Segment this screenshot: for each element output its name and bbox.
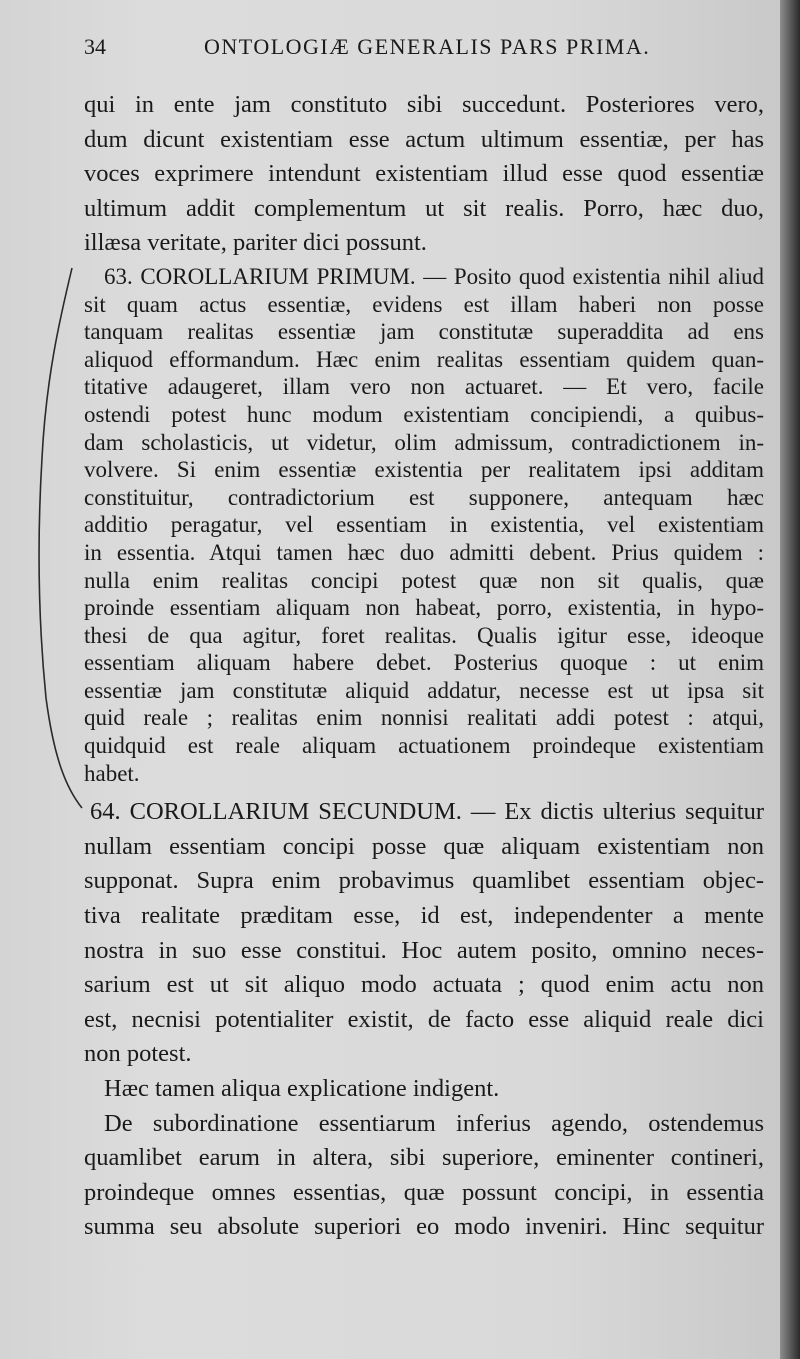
text-line: ultimum addit complementum ut sit realis. Porro, hæc duo, bbox=[84, 194, 764, 222]
text-line: constituitur, contradictorium est supponere, antequam hæc bbox=[84, 484, 764, 510]
text-line: De subordinatione essentiarum inferius agendo, ostendemus bbox=[104, 1109, 764, 1137]
paragraph-1 bbox=[84, 88, 764, 261]
text-line: nulla enim realitas concipi potest quæ non sit qualis, quæ bbox=[84, 567, 764, 593]
text-line: in essentia. Atqui tamen hæc duo admitti debent. Prius quidem : bbox=[84, 539, 764, 565]
text-line: titative adaugeret, illam vero non actuaret. — Et vero, facile bbox=[84, 374, 764, 400]
text-line: dum dicunt existentiam esse actum ultimum essentiæ, per has bbox=[84, 125, 764, 153]
text-line: thesi de qua agitur, foret realitas. Qualis igitur esse, ideoque bbox=[84, 622, 764, 648]
text-line: non potest. bbox=[84, 1040, 192, 1068]
text-line: nostra in suo esse constitui. Hoc autem posito, omnino neces- bbox=[84, 936, 764, 964]
text-line: essentiæ jam constitutæ aliquid addatur, necesse est ut ipsa sit bbox=[84, 677, 764, 703]
text-line: Hæc tamen aliqua explicatione indigent. bbox=[104, 1075, 500, 1102]
page-number: 34 bbox=[84, 34, 106, 59]
text-line: habet. bbox=[84, 760, 140, 786]
text-line: volvere. Si enim essentiæ existentia per realitatem ipsi additam bbox=[84, 457, 764, 483]
text-line: summa seu absolute superiori eo modo inveniri. Hinc sequitur bbox=[84, 1213, 764, 1241]
text-line: proinde essentiam aliquam non habeat, porro, existentia, in hypo- bbox=[84, 595, 764, 621]
text-line: proindeque omnes essentias, quæ possunt concipi, in essentia bbox=[84, 1178, 764, 1206]
text-line: 63. COROLLARIUM PRIMUM. — Posito quod existentia nihil aliud bbox=[104, 263, 764, 289]
text-line: nullam essentiam concipi posse quæ aliquam existentiam non bbox=[84, 832, 764, 860]
paragraph-explicatione bbox=[84, 1072, 764, 1107]
text-line: sarium est ut sit aliquo modo actuata ; quod enim actu non bbox=[84, 971, 764, 999]
page-body bbox=[84, 88, 764, 1245]
running-header bbox=[84, 34, 744, 64]
text-line: voces exprimere intendunt existentiam illud esse quod essentiæ bbox=[84, 160, 764, 188]
text-line: aliquod efformandum. Hæc enim realitas essentiam quidem quan- bbox=[84, 346, 764, 372]
running-title: ONTOLOGIÆ GENERALIS PARS PRIMA. bbox=[204, 34, 651, 59]
text-line: essentiam aliquam habere debet. Posterius quoque : ut enim bbox=[84, 650, 764, 676]
paragraph-subordinatione bbox=[84, 1107, 764, 1245]
text-line: tiva realitate præditam esse, id est, independenter a mente bbox=[84, 902, 764, 930]
text-line: supponat. Supra enim probavimus quamlibet essentiam objec- bbox=[84, 867, 764, 895]
text-line: qui in ente jam constituto sibi succedunt. Posteriores vero, bbox=[84, 91, 764, 118]
page-edge-shadow bbox=[780, 0, 800, 1359]
text-line: ostendi potest hunc modum existentiam concipiendi, a quibus- bbox=[84, 401, 764, 427]
text-line: est, necnisi potentialiter existit, de facto esse aliquid reale dici bbox=[84, 1005, 764, 1033]
text-line: 64. COROLLARIUM SECUNDUM. — Ex dictis ulterius sequitur bbox=[90, 798, 764, 826]
paragraph-corollary-secundum bbox=[84, 795, 764, 1072]
text-line: sit quam actus essentiæ, evidens est illam haberi non posse bbox=[84, 291, 764, 317]
text-line: quidquid est reale aliquam actuationem proindeque existentiam bbox=[84, 733, 764, 759]
text-line: tanquam realitas essentiæ jam constitutæ superaddita ad ens bbox=[84, 319, 764, 345]
margin-bracket-mark bbox=[32, 258, 92, 818]
text-line: quid reale ; realitas enim nonnisi realitati addi potest : atqui, bbox=[84, 705, 764, 731]
paragraph-corollary-primum bbox=[84, 263, 764, 787]
text-line: quamlibet earum in altera, sibi superiore, eminenter contineri, bbox=[84, 1144, 764, 1172]
text-line: illæsa veritate, pariter dici possunt. bbox=[84, 229, 427, 257]
text-line: additio peragatur, vel essentiam in existentia, vel existentiam bbox=[84, 512, 764, 538]
text-line: dam scholasticis, ut videtur, olim admissum, contradictionem in- bbox=[84, 429, 764, 455]
